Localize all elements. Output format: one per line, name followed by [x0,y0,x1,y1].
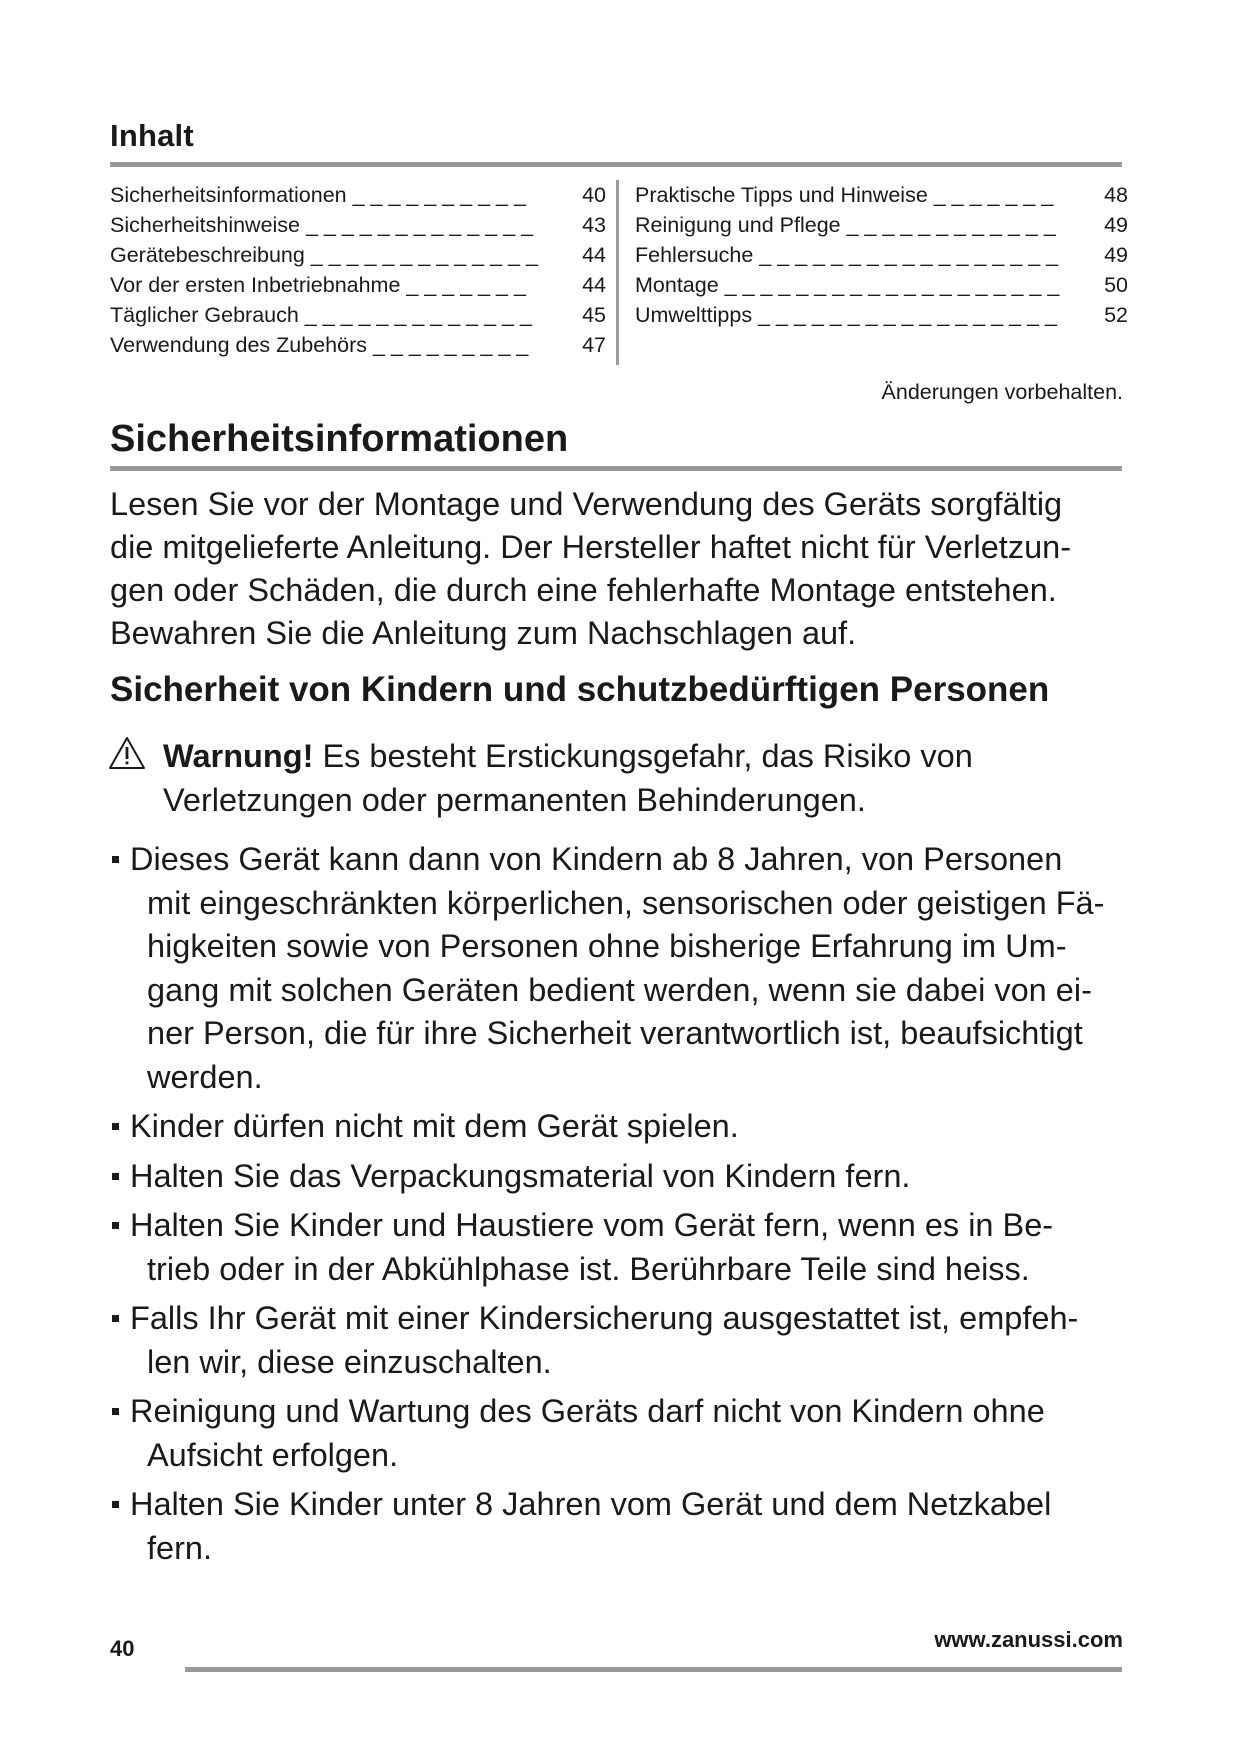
toc-entry-label: Fehlersuche _ _ _ _ _ _ _ _ _ _ _ _ _ _ _ _ _ [635,243,1059,267]
bullet-square-icon [112,1173,119,1180]
footer-rule [185,1667,1122,1672]
toc-entry-page: 52 [1104,303,1128,327]
bullet-item [110,1105,1140,1149]
toc-entry[interactable] [635,240,1128,270]
bullet-square-icon [112,1123,119,1130]
bullet-line: Halten Sie das Verpackungsmaterial von Kindern fern. [130,1157,911,1194]
bullet-line: ner Person, die für ihre Sicherheit verantwortlich ist, beaufsichtigt [147,1015,1083,1051]
warning-triangle-icon [108,736,146,770]
section-title: Sicherheitsinformationen [110,418,569,460]
intro-paragraph [110,483,1150,655]
subsection-title: Sicherheit von Kindern und schutzbedürftigen Personen [110,670,1050,709]
warning-line-2: Verletzungen oder permanenten Behinderungen. [163,782,866,818]
toc-entry-page: 49 [1104,213,1128,237]
toc-entry[interactable] [110,210,606,240]
bullet-item [110,1390,1140,1477]
bullet-line: Reinigung und Wartung des Geräts darf nicht von Kindern ohne [130,1393,1045,1429]
toc-entry[interactable] [110,330,606,360]
toc-entry-page: 50 [1104,273,1128,297]
toc-entry-label: Täglicher Gebrauch _ _ _ _ _ _ _ _ _ _ _ _ _ [110,303,532,327]
bullet-line: fern. [147,1529,213,1566]
toc-right-column [635,180,1128,330]
toc-entry-page: 48 [1104,183,1128,207]
toc-entry-label: Reinigung und Pflege _ _ _ _ _ _ _ _ _ _ _ _ [635,213,1056,237]
toc-entry-label: Umwelttipps _ _ _ _ _ _ _ _ _ _ _ _ _ _ _ _ _ [635,303,1057,327]
bullet-line: Aufsicht erfolgen. [147,1436,399,1473]
website-link[interactable]: www.zanussi.com [934,1627,1123,1652]
warning-label: Warnung! [163,738,314,774]
safety-bullet-list [110,838,1140,1576]
page-number: 40 [110,1636,135,1661]
toc-entry[interactable] [110,180,606,210]
intro-line: Bewahren Sie die Anleitung zum Nachschlagen auf. [110,615,857,651]
bullet-square-icon [112,1501,119,1508]
bullet-item [110,1483,1140,1570]
bullet-square-icon [112,856,119,863]
bullet-line: higkeiten sowie von Personen ohne bisherige Erfahrung im Um- [147,928,1067,964]
toc-entry[interactable] [635,300,1128,330]
bullet-item [110,1155,1140,1199]
bullet-line: trieb oder in der Abkühlphase ist. Berührbare Teile sind heiss. [147,1250,1030,1287]
toc-entry-page: 40 [582,183,606,207]
bullet-line: werden. [147,1058,263,1095]
bullet-line: gang mit solchen Geräten bedient werden, wenn sie dabei von ei- [147,971,1092,1008]
toc-left-column [110,180,606,360]
bullet-line: Falls Ihr Gerät mit einer Kindersicherung ausgestattet ist, empfeh- [130,1300,1079,1336]
bullet-line: Kinder dürfen nicht mit dem Gerät spielen. [130,1108,739,1144]
bullet-item [110,1204,1140,1291]
toc-entry-page: 43 [582,213,606,237]
intro-line: Lesen Sie vor der Montage und Verwendung des Geräts sorgfältig [110,486,1063,522]
toc-entry-label: Praktische Tipps und Hinweise _ _ _ _ _ _ _ [635,183,1054,207]
bullet-square-icon [112,1315,119,1322]
toc-entry-label: Sicherheitshinweise _ _ _ _ _ _ _ _ _ _ _ _ _ [110,213,534,237]
toc-column-divider [616,180,619,365]
toc-entry[interactable] [635,210,1128,240]
toc-entry[interactable] [635,270,1128,300]
toc-entry-label: Montage _ _ _ _ _ _ _ _ _ _ _ _ _ _ _ _ _ _ _ [635,273,1060,297]
toc-entry[interactable] [110,270,606,300]
toc-entry-page: 45 [582,303,606,327]
toc-entry[interactable] [635,180,1128,210]
bullet-item [110,1297,1140,1384]
bullet-line: len wir, diese einzuschalten. [147,1343,552,1380]
toc-entry-page: 47 [582,333,606,357]
changes-notice: Änderungen vorbehalten. [881,380,1123,404]
toc-entry-page: 49 [1104,243,1128,267]
toc-entry[interactable] [110,300,606,330]
warning-line-1 [163,734,973,778]
toc-entry-page: 44 [582,273,606,297]
section-title-rule [110,466,1122,471]
toc-entry-label: Sicherheitsinformationen _ _ _ _ _ _ _ _ _ _ [110,183,526,207]
bullet-line: mit eingeschränkten körperlichen, sensorischen oder geistigen Fä- [147,884,1105,921]
intro-line: die mitgelieferte Anleitung. Der Hersteller haftet nicht für Verletzun- [110,529,1072,565]
toc-entry-label: Vor der ersten Inbetriebnahme _ _ _ _ _ _ _ [110,273,526,297]
toc-entry-label: Verwendung des Zubehörs _ _ _ _ _ _ _ _ _ [110,333,529,357]
bullet-item [110,838,1140,1099]
bullet-square-icon [112,1222,119,1229]
bullet-line: Halten Sie Kinder unter 8 Jahren vom Gerät und dem Netzkabel [130,1486,1052,1522]
toc-entry-label: Gerätebeschreibung _ _ _ _ _ _ _ _ _ _ _ _ _ [110,243,538,267]
toc-entry[interactable] [110,240,606,270]
toc-title-rule [110,162,1122,167]
warning-text: Es besteht Erstickungsgefahr, das Risiko von [313,738,973,774]
bullet-line: Dieses Gerät kann dann von Kindern ab 8 Jahren, von Personen [130,841,1063,877]
intro-line: gen oder Schäden, die durch eine fehlerhafte Montage entstehen. [110,572,1057,608]
toc-entry-page: 44 [582,243,606,267]
toc-title: Inhalt [110,118,194,153]
bullet-square-icon [112,1408,119,1415]
bullet-line: Halten Sie Kinder und Haustiere vom Gerät fern, wenn es in Be- [130,1207,1054,1243]
